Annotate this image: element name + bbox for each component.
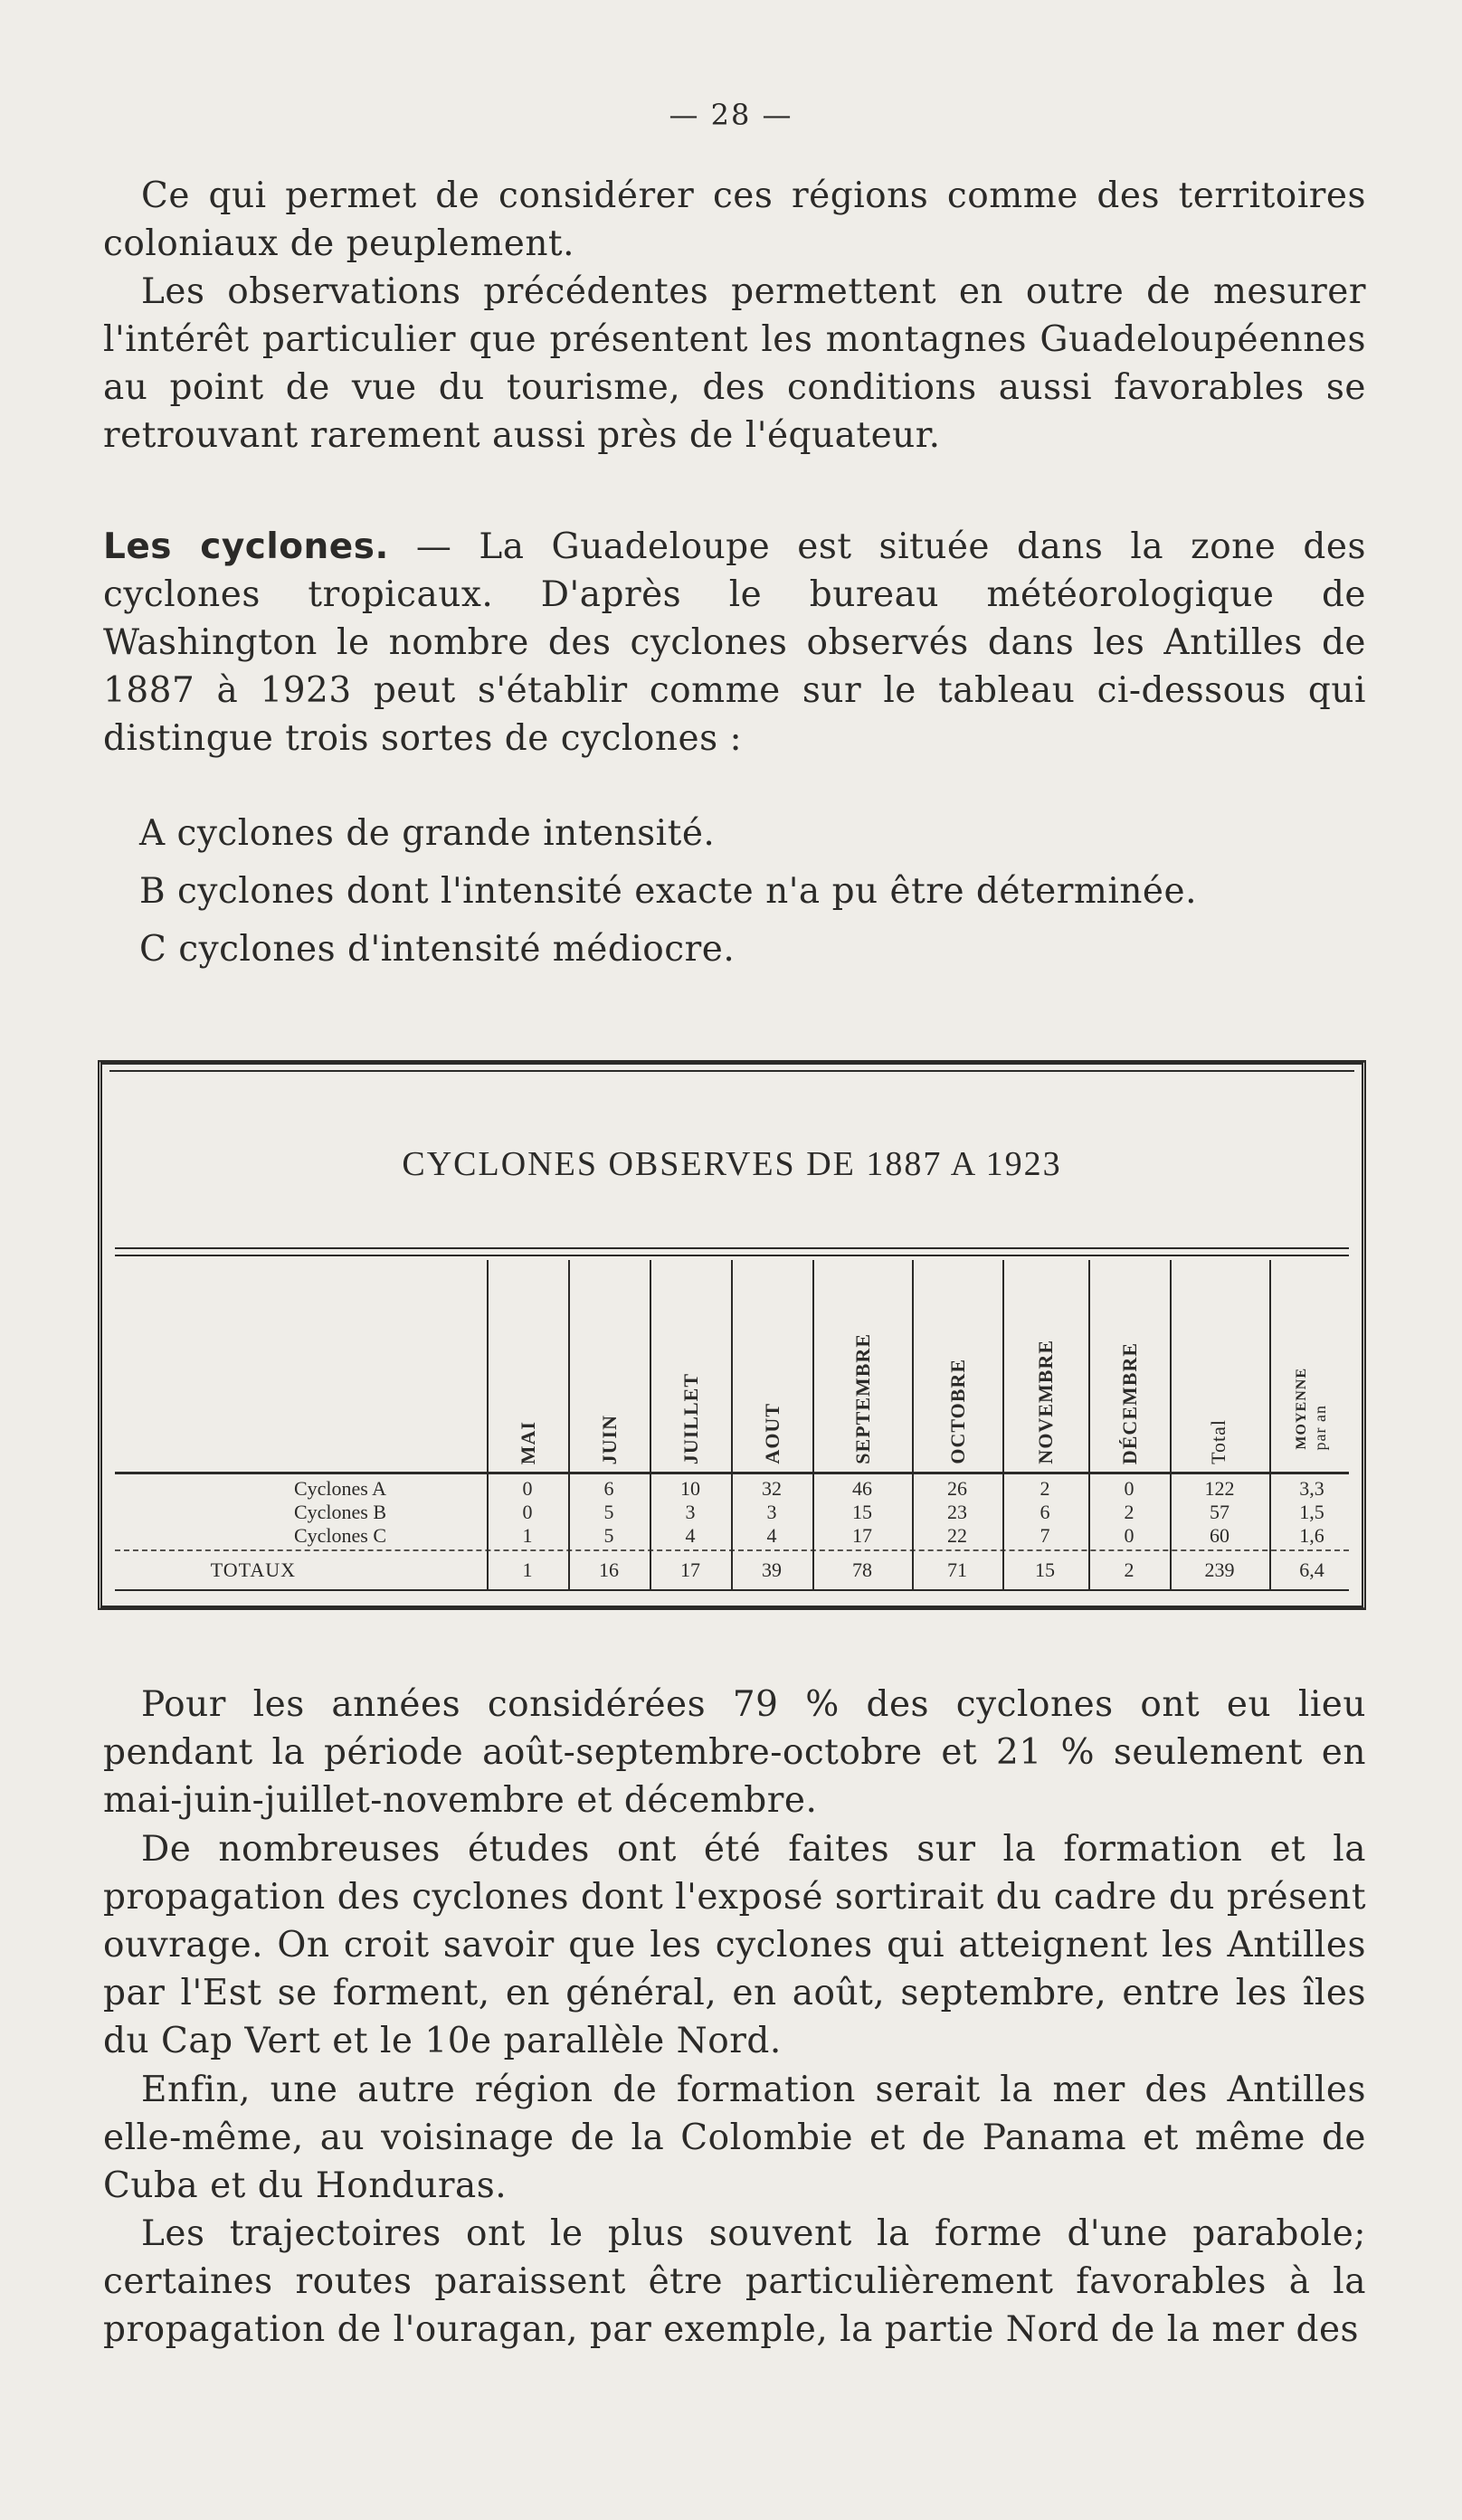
paragraph-4-text: Pour les années considérées 79 % des cyclones ont eu lieu pendant la période août-septembre-octobre et 21 % seulement en mai-juin-juillet-novembre et décembre.	[103, 1684, 1366, 1821]
paragraph-1-text: Ce qui permet de considérer ces régions comme des territoires coloniaux de peuplement.	[103, 175, 1366, 264]
cyclone-types-list	[139, 805, 1315, 979]
table-cell: 5	[603, 1501, 614, 1523]
table-cell: 5	[603, 1524, 614, 1547]
col-header-moyenne: MOYENNE par an	[1294, 1368, 1329, 1450]
paragraph-4	[103, 1681, 1366, 1824]
col-header-mai: MAI	[517, 1420, 539, 1464]
table-cell: 26	[947, 1477, 967, 1500]
paragraph-7	[103, 2210, 1366, 2354]
section-heading: Les cyclones.	[103, 526, 389, 567]
paragraph-2-text: Les observations précédentes permettent en outre de mesurer l'intérêt particulier que présentent les montagnes Guadeloupéennes au point de vue du tourisme, des conditions aussi favorables se retrouvant rarement aussi près de l'équateur.	[103, 271, 1366, 456]
table-cell: 57	[1210, 1501, 1229, 1523]
row-label-a: Cyclones A	[293, 1477, 386, 1500]
paragraph-3-text: — La Guadeloupe est située dans la zone des cyclones tropicaux. D'après le bureau météorologique de Washington le nombre des cyclones observés dans les Antilles de 1887 à 1923 peut s'établir comme sur le tableau ci-dessous qui distingue trois sortes de cyclones :	[103, 526, 1366, 759]
total-cell: 39	[762, 1558, 782, 1581]
total-cell: 15	[1035, 1558, 1055, 1581]
table-cell: 32	[762, 1477, 782, 1500]
table-cell: 17	[852, 1524, 872, 1547]
table-cell: 46	[852, 1477, 872, 1500]
table-cell: 7	[1040, 1524, 1050, 1547]
paragraph-7-text: Les trajectoires ont le plus souvent la forme d'une parabole; certaines routes paraissent être particulièrement favorables à la propagation de l'ouragan, par exemple, la partie Nord de la mer des	[103, 2213, 1366, 2350]
cyclone-type-c: C cyclones d'intensité médiocre.	[139, 929, 736, 970]
col-header-octobre: OCTOBRE	[946, 1359, 969, 1464]
table-title: CYCLONES OBSERVES DE 1887 A 1923	[402, 1145, 1062, 1183]
total-cell: 16	[599, 1558, 619, 1581]
table-cell: 0	[522, 1477, 533, 1500]
total-cell: 78	[852, 1558, 872, 1581]
table-cell: 15	[852, 1501, 872, 1523]
paragraph-cyclones	[103, 523, 1366, 763]
page-number: — 28 —	[669, 98, 793, 132]
total-cell: 17	[680, 1558, 700, 1581]
total-cell: 71	[947, 1558, 967, 1581]
total-cell: 6,4	[1299, 1558, 1324, 1581]
row-label-c: Cyclones C	[293, 1524, 386, 1547]
table-cell: 3	[685, 1501, 696, 1523]
table-cell: 1,6	[1299, 1524, 1324, 1547]
row-label-b: Cyclones B	[293, 1501, 386, 1523]
paragraph-5	[103, 1825, 1366, 2065]
table-cell: 22	[947, 1524, 967, 1547]
table-cell: 4	[685, 1524, 696, 1547]
table-cell: 0	[522, 1501, 533, 1523]
table-cell: 2	[1040, 1477, 1050, 1500]
table-cell: 3,3	[1299, 1477, 1324, 1500]
col-header-total: Total	[1207, 1419, 1229, 1464]
total-cell: 2	[1124, 1558, 1134, 1581]
table-cell: 0	[1124, 1524, 1134, 1547]
table-cell: 3	[766, 1501, 777, 1523]
col-header-novembre: NOVEMBRE	[1034, 1340, 1057, 1464]
table-cell: 6	[603, 1477, 614, 1500]
table-cell: 1,5	[1299, 1501, 1324, 1523]
cyclone-type-a: A cyclones de grande intensité.	[139, 813, 716, 854]
table-cell: 60	[1210, 1524, 1229, 1547]
paragraph-2	[103, 268, 1366, 459]
col-header-juillet: JUILLET	[679, 1372, 702, 1464]
table-cell: 2	[1124, 1501, 1134, 1523]
table-cell: 4	[766, 1524, 777, 1547]
paragraph-1	[103, 172, 1366, 268]
col-header-aout: AOUT	[761, 1403, 783, 1464]
paragraph-5-text: De nombreuses études ont été faites sur la formation et la propagation des cyclones dont l'exposé sortirait du cadre du présent ouvrage. On croit savoir que les cyclones qui atteignent les Antilles par l'Est se forment, en général, en août, septembre, entre les îles du Cap Vert et le 10e parallèle Nord.	[103, 1829, 1366, 2061]
table-cell: 0	[1124, 1477, 1134, 1500]
col-header-septembre: SEPTEMBRE	[851, 1333, 874, 1464]
table-cell: 122	[1204, 1477, 1235, 1500]
cyclone-type-b: B cyclones dont l'intensité exacte n'a pu être déterminée.	[139, 871, 1197, 912]
row-label-totaux: TOTAUX	[210, 1558, 296, 1581]
total-cell: 1	[522, 1558, 533, 1581]
table-cell: 23	[947, 1501, 967, 1523]
paragraph-6	[103, 2066, 1366, 2210]
table-cell: 10	[680, 1477, 700, 1500]
cyclone-table	[98, 1060, 1366, 1610]
col-header-juin: JUIN	[598, 1414, 621, 1464]
table-cell: 1	[522, 1524, 533, 1547]
col-header-decembre: DÉCEMBRE	[1118, 1341, 1141, 1464]
paragraph-6-text: Enfin, une autre région de formation serait la mer des Antilles elle-même, au voisinage de la Colombie et de Panama et même de Cuba et du Honduras.	[103, 2070, 1366, 2206]
table-cell: 6	[1040, 1501, 1050, 1523]
total-cell: 239	[1204, 1558, 1235, 1581]
